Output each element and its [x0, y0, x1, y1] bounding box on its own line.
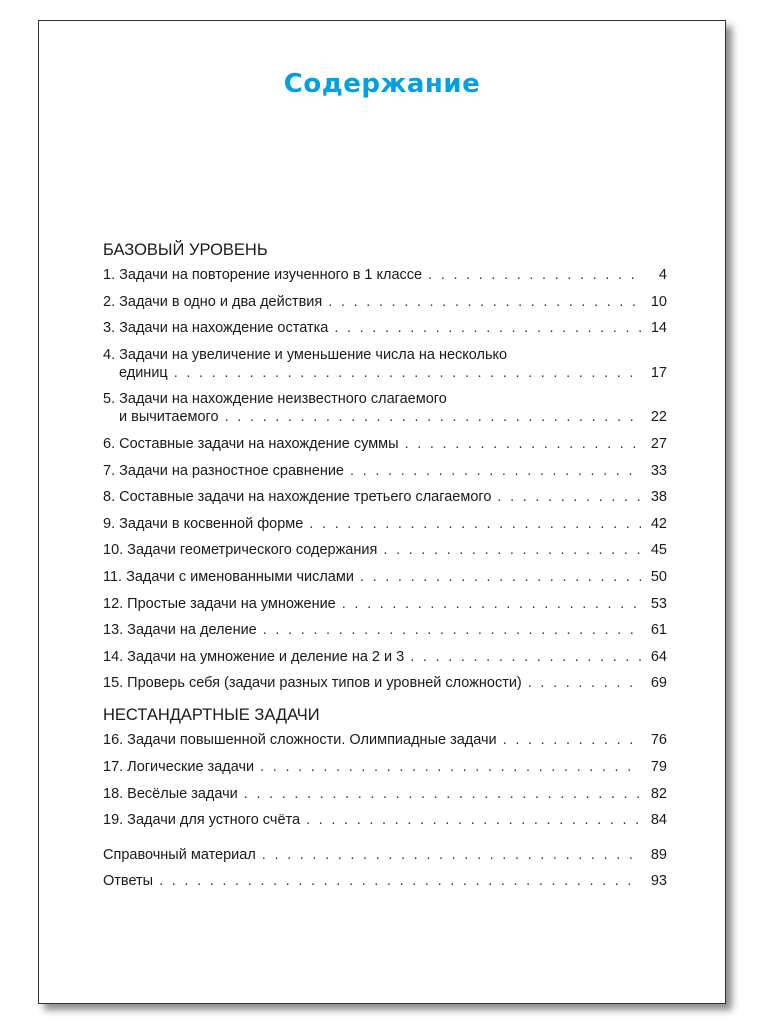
toc-entry-label: 14. Задачи на умножение и деление на 2 и 3 — [103, 648, 405, 665]
toc-entry-label: Справочный материал — [103, 846, 256, 863]
toc-page-number: 53 — [650, 595, 667, 612]
toc-leader-dots — [503, 731, 641, 749]
toc-entry[interactable] — [103, 811, 667, 829]
toc-page-number: 27 — [650, 435, 667, 452]
toc-page-number: 10 — [650, 293, 667, 310]
toc-leader-dots — [260, 758, 641, 776]
toc-page-number: 4 — [658, 267, 667, 283]
toc-entry-label: 3. Задачи на нахождение остатка — [103, 320, 329, 337]
toc-entry[interactable] — [103, 731, 667, 749]
toc-page-number: 79 — [650, 758, 667, 775]
toc-entry[interactable] — [103, 488, 667, 506]
toc-leader-dots — [528, 674, 641, 692]
toc-page-number: 50 — [650, 568, 667, 585]
toc-leader-dots — [174, 364, 641, 382]
toc-leader-dots — [383, 541, 641, 559]
toc-entry[interactable] — [103, 390, 667, 426]
toc-leader-dots — [410, 648, 641, 666]
toc-entry[interactable] — [103, 568, 667, 586]
section-heading-basic-level: БАЗОВЫЙ УРОВЕНЬ — [103, 241, 268, 259]
toc-entry-label: 19. Задачи для устного счёта — [103, 812, 301, 829]
toc-entry[interactable] — [103, 266, 667, 284]
toc-entry-reference-material[interactable] — [103, 846, 667, 864]
toc-leader-dots — [309, 515, 641, 533]
toc-entry-label: 18. Весёлые задачи — [103, 785, 238, 802]
toc-page-number: 61 — [650, 622, 667, 639]
toc-entry-label: 12. Простые задачи на умножение — [103, 595, 336, 612]
toc-entry-label: 1. Задачи на повторение изученного в 1 классе — [103, 267, 423, 283]
toc-entry[interactable] — [103, 595, 667, 613]
toc-entry-label: 16. Задачи повышенной сложности. Олимпиадные задачи — [103, 732, 497, 749]
toc-entry-label: 2. Задачи в одно и два действия — [103, 293, 323, 310]
toc-page-number: 42 — [650, 515, 667, 532]
toc-entry[interactable] — [103, 346, 667, 382]
toc-entry[interactable] — [103, 293, 667, 311]
toc-leader-dots — [342, 595, 641, 613]
toc-entry-label: единиц — [119, 364, 168, 381]
toc-entry[interactable] — [103, 621, 667, 639]
toc-entry-label: 7. Задачи на разностное сравнение — [103, 462, 344, 479]
toc-leader-dots — [497, 488, 641, 506]
toc-page-number: 89 — [650, 846, 667, 863]
toc-leader-dots — [428, 266, 641, 284]
toc-entry-label: 15. Проверь себя (задачи разных типов и уровней сложности) — [103, 675, 522, 692]
toc-entry-label: Ответы — [103, 873, 154, 890]
toc-entry[interactable] — [103, 758, 667, 776]
toc-page-number: 38 — [650, 489, 667, 506]
toc-entry[interactable] — [103, 785, 667, 803]
document-page — [38, 20, 726, 1004]
toc-leader-dots — [360, 568, 641, 586]
toc-entry-label: и вычитаемого — [119, 409, 219, 426]
toc-entry[interactable] — [103, 435, 667, 453]
toc-leader-dots — [225, 408, 641, 426]
toc-entry[interactable] — [103, 648, 667, 666]
toc-page-number: 45 — [650, 542, 667, 559]
toc-entry[interactable] — [103, 515, 667, 533]
toc-leader-dots — [350, 462, 641, 480]
toc-leader-dots — [405, 435, 641, 453]
toc-entry-label-line1: 5. Задачи на нахождение неизвестного слагаемого — [103, 391, 447, 408]
section-heading-nonstandard-tasks: НЕСТАНДАРТНЫЕ ЗАДАЧИ — [103, 706, 320, 725]
toc-entry[interactable] — [103, 462, 667, 480]
toc-page-number: 33 — [650, 462, 667, 479]
toc-page-number: 76 — [650, 732, 667, 749]
toc-leader-dots — [159, 872, 641, 890]
toc-entry-label: 11. Задачи с именованными числами — [103, 568, 354, 585]
toc-leader-dots — [263, 621, 641, 639]
toc-entry-label: 6. Составные задачи на нахождение суммы — [103, 435, 399, 452]
toc-entry-answers[interactable] — [103, 872, 667, 890]
toc-leader-dots — [328, 293, 641, 311]
toc-page-number: 14 — [650, 320, 667, 337]
page-title: Содержание — [283, 69, 481, 99]
toc-page-number: 84 — [650, 812, 667, 829]
toc-entry-label-line1: 4. Задачи на увеличение и уменьшение числа на несколько — [103, 346, 508, 363]
toc-entry-label: 13. Задачи на деление — [103, 622, 257, 639]
toc-page-number: 82 — [650, 785, 667, 802]
toc-entry-label: 17. Логические задачи — [103, 758, 255, 775]
toc-leader-dots — [334, 319, 641, 337]
toc-page-number: 17 — [650, 364, 667, 381]
toc-entry-label: 8. Составные задачи на нахождение третьего слагаемого — [103, 489, 492, 506]
toc-page-number: 93 — [650, 873, 667, 890]
toc-page-number: 64 — [650, 648, 667, 665]
toc-entry[interactable] — [103, 319, 667, 337]
toc-page-number: 22 — [650, 409, 667, 426]
toc-page-number: 69 — [650, 675, 667, 692]
section-spacer — [103, 838, 667, 846]
toc-leader-dots — [262, 846, 641, 864]
toc-leader-dots — [244, 785, 641, 803]
table-of-contents — [103, 240, 667, 899]
toc-entry[interactable] — [103, 541, 667, 559]
toc-entry[interactable] — [103, 674, 667, 692]
toc-leader-dots — [306, 811, 641, 829]
toc-entry-label: 9. Задачи в косвенной форме — [103, 515, 304, 532]
toc-entry-label: 10. Задачи геометрического содержания — [103, 542, 378, 559]
